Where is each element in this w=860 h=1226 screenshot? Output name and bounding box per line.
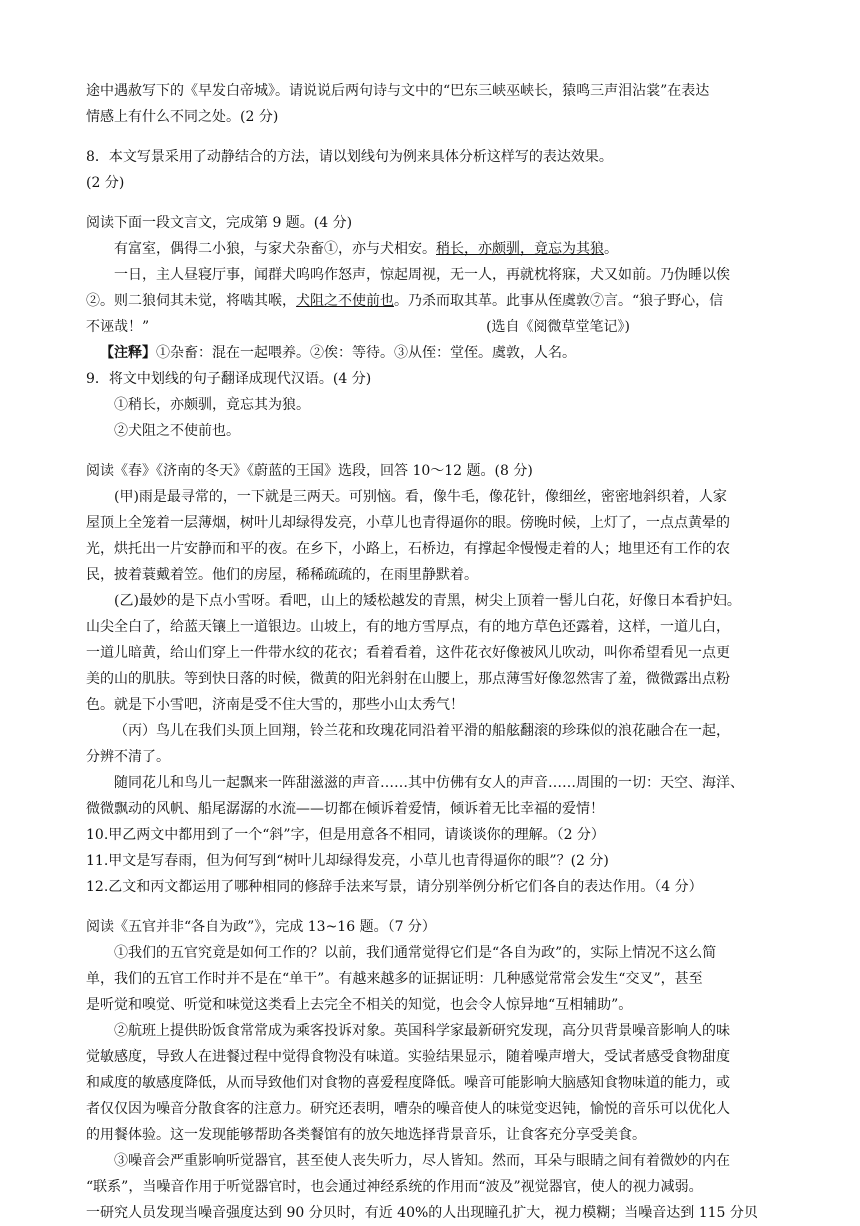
- classical-p1-text: 有富室，偶得二小狼，与家犬杂畜①，亦与犬相安。: [114, 241, 436, 257]
- passage-jia-line3: 光，烘托出一片安静而和平的夜。在乡下，小路上，石桥边，有撑起伞慢慢走着的人；地里还有工作的农: [86, 541, 730, 557]
- q12-prompt: 12.乙文和丙文都运用了哪种相同的修辞手法来写景，请分别举例分析它们各自的表达作用。（4 分）: [86, 879, 703, 895]
- classical-p2-text-a: ②。则二狼伺其未觉，将啮其喉，: [86, 293, 296, 309]
- underlined-sentence-1: 稍长，亦颇驯，竟忘为其狼: [436, 241, 604, 257]
- passage-jia-line1: (甲)雨是最寻常的，一下就是三两天。可别恼。看，像牛毛，像花针，像细丝，密密地斜织着，人家: [114, 489, 727, 505]
- q9-item-1: ①稍长，亦颇驯，竟忘其为狼。: [114, 397, 310, 413]
- q8-text-line1: 8．本文写景采用了动静结合的方法，请以划线句为例来具体分析这样写的表达效果。: [86, 149, 613, 165]
- passage-bing-line3: 随同花儿和鸟儿一起飘来一阵甜滋滋的声音……其中仿佛有女人的声音……周围的一切：天空、海洋、: [114, 775, 744, 791]
- passage-yi-line2: 山尖全白了，给蓝天镶上一道银边。山坡上，有的地方雪厚点，有的地方草色还露着，这样，一道儿白，: [86, 619, 730, 635]
- science-p2-line5: 的用餐体验。这一发现能够帮助各类餐馆有的放矢地选择背景音乐，让食客充分享受美食。: [86, 1127, 646, 1143]
- science-p2-line4: 者仅仅因为噪音分散食客的注意力。研究还表明，嘈杂的噪音使人的味觉变迟钝，愉悦的音乐可以优化人: [86, 1101, 730, 1117]
- q9-prompt: 9．将文中划线的句子翻译成现代汉语。(4 分): [86, 371, 372, 387]
- science-heading: 阅读《五官并非“各自为政”》，完成 13~16 题。（7 分）: [86, 919, 436, 935]
- q7-text-line1: 途中遇赦写下的《早发白帝城》。请说说后两句诗与文中的“巴东三峡巫峡长，猿鸣三声泪沾裳”在表达: [86, 83, 710, 99]
- science-p1-line1: ①我们的五官究竟是如何工作的？以前，我们通常觉得它们是“各自为政”的，实际上情况不这么简: [114, 945, 717, 961]
- q11-prompt: 11.甲文是写春雨，但为何写到“树叶儿却绿得发亮，小草儿也青得逼你的眼”？(2 分): [86, 853, 609, 869]
- classical-paragraph-2-line3: [86, 314, 780, 340]
- science-p3-line3: 一研究人员发现当噪音强度达到 90 分贝时，有近 40%的人出现瞳孔扩大，视力模糊；当噪音达到 115 分贝: [86, 1205, 758, 1221]
- passage-bing-line2: 分辨不清了。: [86, 749, 170, 765]
- passage-bing-line1: （丙）鸟儿在我们头顶上回翔，铃兰花和玫瑰花同沿着平滑的船舷翻滚的珍珠似的浪花融合在一起，: [114, 723, 730, 739]
- classical-p2-text-b: 。乃杀而取其革。此事从侄虞敦⑦言。“狼子野心，信: [394, 293, 724, 309]
- q10-prompt: 10.甲乙两文中都用到了一个“斜”字，但是用意各不相同，请谈谈你的理解。（2 分）: [86, 827, 605, 843]
- passage-yi-line5: 色。就是下小雪吧，济南是受不住大雪的，那些小山太秀气！: [86, 697, 464, 713]
- science-p2-line3: 和咸度的敏感度降低，从而导致他们对食物的喜爱程度降低。噪音可能影响大脑感知食物味道的能力，或: [86, 1075, 730, 1091]
- classical-p1-end: 。: [604, 241, 618, 257]
- annotation-label: 【注释】: [100, 345, 156, 361]
- q8-text-line2: (2 分): [86, 175, 125, 191]
- passage-yi-line1: (乙)最妙的是下点小雪呀。看吧，山上的矮松越发的青黑，树尖上顶着一髻儿白花，好像日本看护妇。: [114, 593, 741, 609]
- classical-p2-text-c: 不诬哉！”: [86, 319, 150, 335]
- science-p3-line1: ③噪音会严重影响听觉器官，甚至使人丧失听力，尽人皆知。然而，耳朵与眼睛之间有着微妙的内在: [114, 1153, 730, 1169]
- document-page: [86, 78, 780, 1226]
- passage-jia-line4: 民，披着蓑戴着笠。他们的房屋，稀稀疏疏的，在雨里静默着。: [86, 567, 478, 583]
- classical-paragraph-2-line2: [86, 288, 780, 314]
- science-p3-line2: “联系”，当噪音作用于听觉器官时，也会通过神经系统的作用而“波及”视觉器官，使人的视力减弱。: [86, 1179, 703, 1195]
- q7-text-line2: 情感上有什么不同之处。(2 分): [86, 109, 279, 125]
- science-p1-line2: 单，我们的五官工作时并不是在“单干”。有越来越多的证据证明：几种感觉常常会发生“交叉”，甚至: [86, 971, 703, 987]
- modern-heading: 阅读《春》《济南的冬天》《蔚蓝的王国》选段，回答 10～12 题。(8 分): [86, 463, 533, 479]
- classical-paragraph-1: [86, 236, 780, 262]
- annotation: [86, 340, 780, 366]
- q9-item-2: ②犬阻之不使前也。: [114, 423, 240, 439]
- classical-paragraph-2-line1: 一日，主人昼寝厅事，闻群犬呜呜作怒声，惊起周视，无一人，再就枕将寐，犬又如前。乃伪睡以俟: [114, 267, 730, 283]
- passage-yi-line3: 一道儿暗黄，给山们穿上一件带水纹的花衣；看着看着，这件花衣好像被风儿吹动，叫你希望看见一点更: [86, 645, 730, 661]
- passage-yi-line4: 美的山的肌肤。等到快日落的时候，微黄的阳光斜射在山腰上，那点薄雪好像忽然害了羞，微微露出点粉: [86, 671, 730, 687]
- science-p2-line2: 觉敏感度，导致人在进餐过程中觉得食物没有味道。实验结果显示，随着噪声增大，受试者感受食物甜度: [86, 1049, 730, 1065]
- source-citation: (选自《阅微草堂笔记》): [486, 319, 630, 335]
- science-p2-line1: ②航班上提供盼饭食常常成为乘客投诉对象。英国科学家最新研究发现，高分贝背景噪音影响人的味: [114, 1023, 730, 1039]
- classical-heading: 阅读下面一段文言文，完成第 9 题。(4 分): [86, 215, 353, 231]
- science-p1-line3: 是听觉和嗅觉、听觉和味觉这类看上去完全不相关的知觉，也会令人惊异地“互相辅助”。: [86, 997, 633, 1013]
- underlined-sentence-2: 犬阻之不使前也: [296, 293, 394, 309]
- passage-bing-line4: 微微飘动的风帆、船尾潺潺的水流——切都在倾诉着爱情，倾诉着无比幸福的爱情！: [86, 801, 604, 817]
- passage-jia-line2: 屋顶上全笼着一层薄烟，树叶儿却绿得发亮，小草儿也青得逼你的眼。傍晚时候，上灯了，一点点黄晕的: [86, 515, 730, 531]
- annotation-text: ①杂畜：混在一起喂养。②俟：等待。③从侄：堂侄。虞敦，人名。: [156, 345, 576, 361]
